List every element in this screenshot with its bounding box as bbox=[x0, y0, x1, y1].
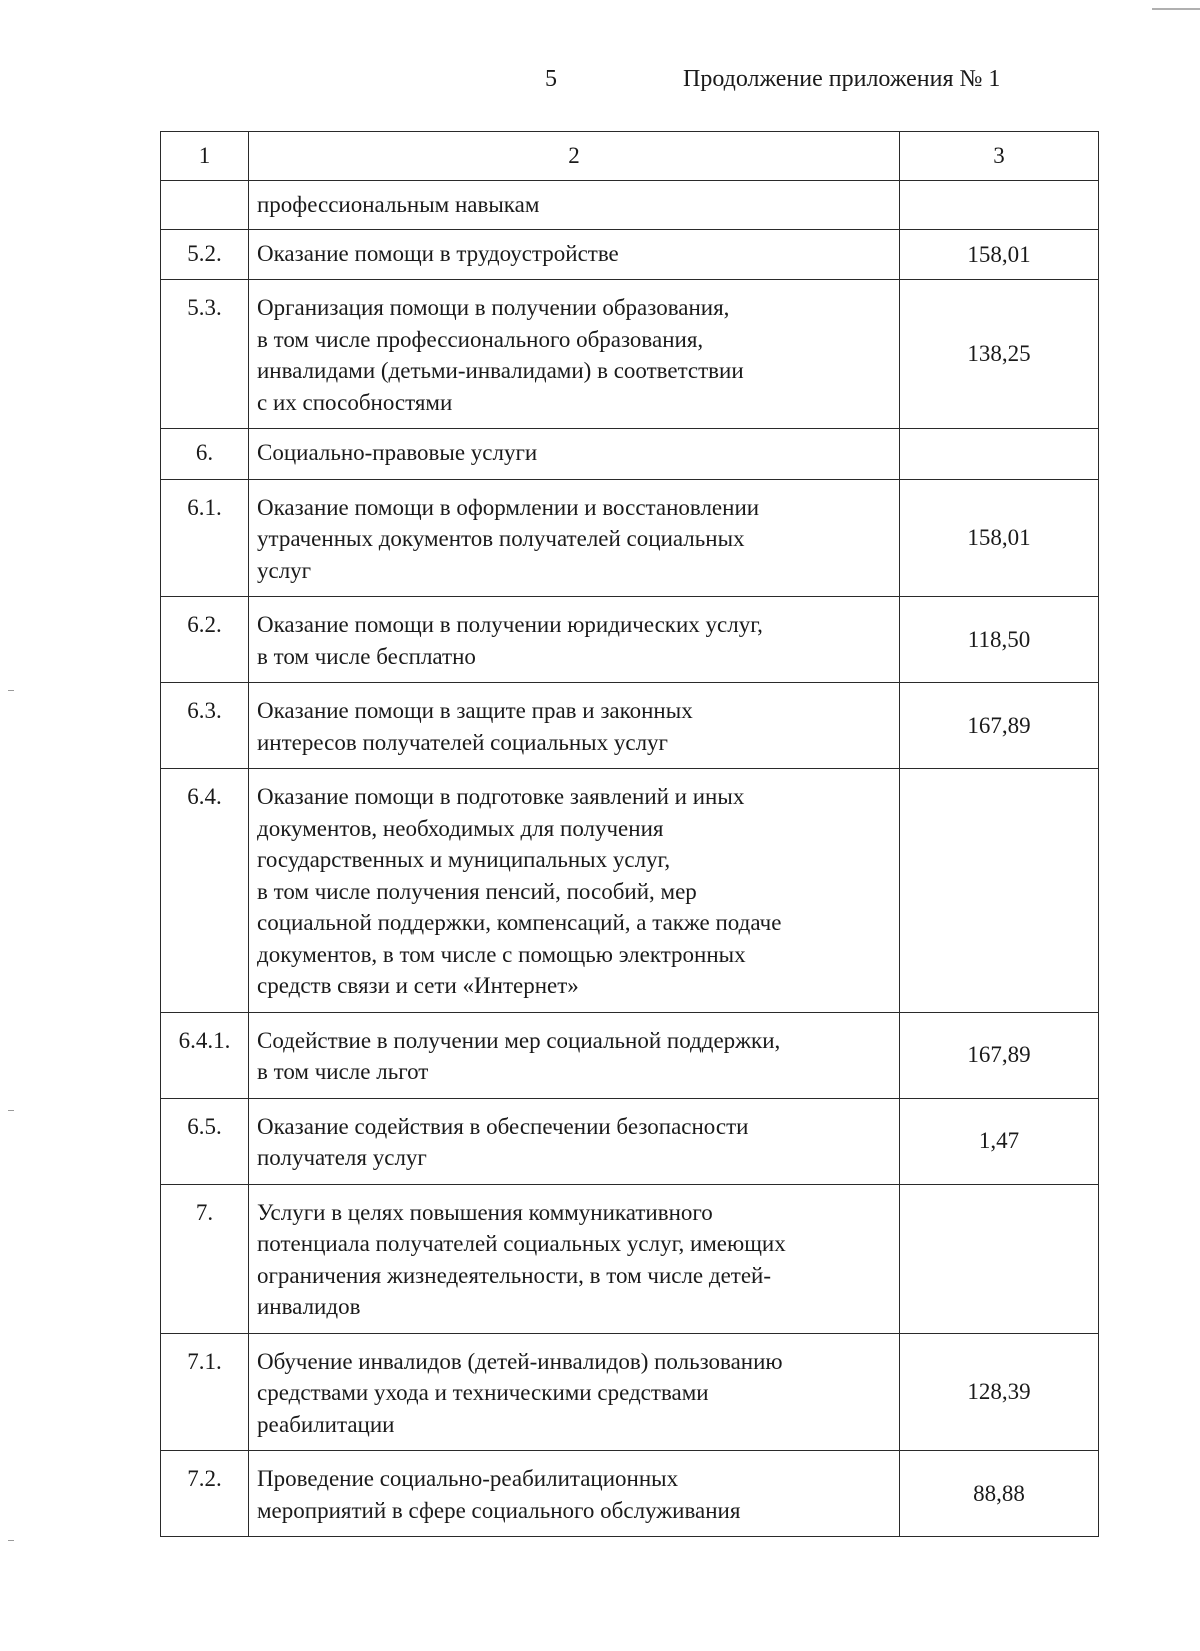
service-name: Организация помощи в получении образования, в том числе профессионального образования, инвалидами (детьми-инвалидами) в соответствии с их способностями bbox=[249, 280, 900, 429]
row-number: 7.2. bbox=[161, 1451, 249, 1537]
service-tariff: 167,89 bbox=[900, 1012, 1099, 1098]
row-number: 5.2. bbox=[161, 229, 249, 280]
row-number: 6. bbox=[161, 429, 249, 480]
column-number-row bbox=[161, 132, 1099, 181]
row-number: 6.2. bbox=[161, 597, 249, 683]
row-number bbox=[161, 181, 249, 230]
row-number: 6.5. bbox=[161, 1098, 249, 1184]
page-number: 5 bbox=[545, 66, 557, 92]
service-tariff bbox=[900, 429, 1099, 480]
table-row bbox=[161, 1333, 1099, 1451]
table-row bbox=[161, 683, 1099, 769]
service-tariff bbox=[900, 181, 1099, 230]
service-name: Социально-правовые услуги bbox=[249, 429, 900, 480]
table-row bbox=[161, 229, 1099, 280]
service-name: Обучение инвалидов (детей-инвалидов) пользованию средствами ухода и техническими средствами реабилитации bbox=[249, 1333, 900, 1451]
service-tariff: 158,01 bbox=[900, 229, 1099, 280]
column-number-1: 1 bbox=[161, 132, 249, 181]
scan-margin-mark bbox=[8, 690, 14, 691]
column-number-3: 3 bbox=[900, 132, 1099, 181]
table-row bbox=[161, 1451, 1099, 1537]
row-number: 6.3. bbox=[161, 683, 249, 769]
table-row bbox=[161, 479, 1099, 597]
table-row bbox=[161, 181, 1099, 230]
column-number-2: 2 bbox=[249, 132, 900, 181]
service-tariff bbox=[900, 769, 1099, 1013]
scan-margin-mark bbox=[8, 1540, 14, 1541]
service-name: Содействие в получении мер социальной поддержки, в том числе льгот bbox=[249, 1012, 900, 1098]
table-row bbox=[161, 597, 1099, 683]
service-name: Оказание помощи в защите прав и законных интересов получателей социальных услуг bbox=[249, 683, 900, 769]
service-tariff: 1,47 bbox=[900, 1098, 1099, 1184]
service-name: Услуги в целях повышения коммуникативного потенциала получателей социальных услуг, имеющих ограничения жизнедеятельности, в том числе детей- инвалидов bbox=[249, 1184, 900, 1333]
service-name: Оказание содействия в обеспечении безопасности получателя услуг bbox=[249, 1098, 900, 1184]
row-number: 6.4.1. bbox=[161, 1012, 249, 1098]
service-tariff: 88,88 bbox=[900, 1451, 1099, 1537]
page-header bbox=[0, 66, 1200, 100]
service-tariff: 158,01 bbox=[900, 479, 1099, 597]
table-row bbox=[161, 1184, 1099, 1333]
row-number: 5.3. bbox=[161, 280, 249, 429]
service-tariff: 167,89 bbox=[900, 683, 1099, 769]
row-number: 7. bbox=[161, 1184, 249, 1333]
table-row bbox=[161, 769, 1099, 1013]
service-name: Проведение социально-реабилитационных мероприятий в сфере социального обслуживания bbox=[249, 1451, 900, 1537]
row-number: 6.4. bbox=[161, 769, 249, 1013]
service-name: Оказание помощи в подготовке заявлений и иных документов, необходимых для получения государственных и муниципальных услуг, в том числе получения пенсий, пособий, мер социальной поддержки, компенсаций, а также подаче документов, в том числе с помощью электронных средств связи и сети «Интернет» bbox=[249, 769, 900, 1013]
row-number: 6.1. bbox=[161, 479, 249, 597]
service-name: Оказание помощи в оформлении и восстановлении утраченных документов получателей социальных услуг bbox=[249, 479, 900, 597]
row-number: 7.1. bbox=[161, 1333, 249, 1451]
appendix-continuation-label: Продолжение приложения № 1 bbox=[683, 66, 1001, 92]
service-tariff: 138,25 bbox=[900, 280, 1099, 429]
scan-edge-mark bbox=[1152, 8, 1200, 10]
service-name: профессиональным навыкам bbox=[249, 181, 900, 230]
service-name: Оказание помощи в получении юридических услуг, в том числе бесплатно bbox=[249, 597, 900, 683]
table-row bbox=[161, 429, 1099, 480]
service-tariff: 118,50 bbox=[900, 597, 1099, 683]
service-name: Оказание помощи в трудоустройстве bbox=[249, 229, 900, 280]
table-row bbox=[161, 1012, 1099, 1098]
service-tariff: 128,39 bbox=[900, 1333, 1099, 1451]
scan-margin-mark bbox=[8, 1110, 14, 1111]
table-row bbox=[161, 1098, 1099, 1184]
service-tariff bbox=[900, 1184, 1099, 1333]
services-tariff-table bbox=[160, 131, 1099, 1537]
table-row bbox=[161, 280, 1099, 429]
